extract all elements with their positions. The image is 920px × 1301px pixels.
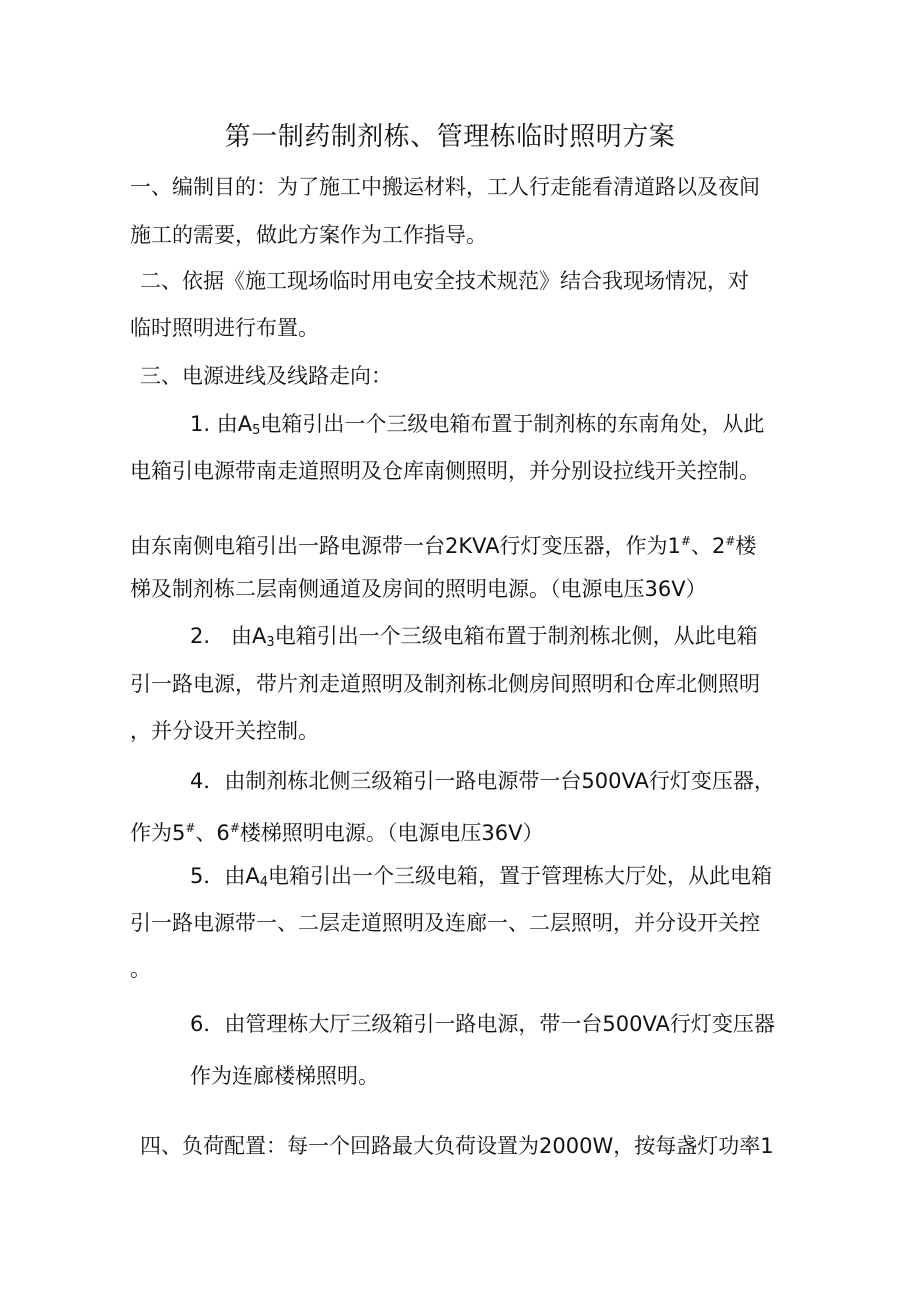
item-1b-rest: 楼 [735,534,757,558]
item-5-subscript: 4 [259,875,269,890]
item-6-line-1: 6．由管理栋大厅三级箱引一路电源，带一台500VA行灯变压器 [190,1012,775,1036]
item-4-mid: 、6 [195,821,230,845]
document-title: 第一制药制剂栋、管理栋临时照明方案 [224,122,676,152]
item-5-line-1 [190,861,772,898]
item-1b-line-2: 梯及制剂栋二层南侧通道及房间的照明电源。（电源电压36V） [130,577,707,601]
section-4-line-1: 四、负荷配置：每一个回路最大负荷设置为2000W，按每盏灯功率1 [140,1134,774,1158]
item-4-line-1: 4．由制剂栋北侧三级箱引一路电源带一台500VA行灯变压器， [190,769,775,793]
item-1-subscript: 5 [252,423,261,438]
item-2-rest: 电箱引出一个三级电箱布置于制剂栋北侧，从此电箱 [274,624,758,648]
section-1-line-2: 施工的需要，做此方案作为工作指导。 [130,223,487,247]
item-1b-superscript-2: # [725,534,736,548]
item-1-line-2: 电箱引电源带南走道照明及仓库南侧照明，并分别设拉线开关控制。 [130,459,760,483]
item-2-line-2: 引一路电源，带片剂走道照明及制剂栋北侧房间照明和仓库北侧照明 [130,672,760,696]
item-1b-prefix: 由东南侧电箱引出一路电源带一台2KVA行灯变压器，作为1 [130,534,681,558]
item-2-prefix: 2. 由A [190,624,267,648]
item-1-prefix: 1. 由A [190,412,253,436]
item-4-rest: 楼梯照明电源。（电源电压36V） [239,821,544,845]
section-1-line-1: 一、编制目的：为了施工中搬运材料，工人行走能看清道路以及夜间 [130,175,760,199]
item-1-rest: 电箱引出一个三级电箱布置于制剂栋的东南角处，从此 [260,412,765,436]
item-1b-mid: 、2 [690,534,726,558]
item-4-superscript-1: # [185,821,196,835]
item-4-superscript-2: # [229,821,240,835]
item-5-line-3: 。 [130,957,151,981]
item-4-line-2 [130,813,543,848]
item-5-prefix: 5．由A [190,864,260,888]
item-4-prefix: 作为5 [130,821,186,845]
section-2-line-1: 二、依据《施工现场临时用电安全技术规范》结合我现场情况，对 [140,269,749,293]
item-5-line-2: 引一路电源带一、二层走道照明及连廊一、二层照明，并分设开关控 [130,911,760,935]
item-1b-line-1 [130,526,756,561]
section-3-heading: 三、电源进线及线路走向： [140,364,392,388]
item-1b-superscript-1: # [680,534,691,548]
item-2-line-1 [190,621,758,658]
item-2-subscript: 3 [266,635,275,650]
item-5-rest: 电箱引出一个三级电箱，置于管理栋大厅处，从此电箱 [268,864,773,888]
section-2-line-2: 临时照明进行布置。 [130,316,319,340]
item-6-line-2: 作为连廊楼梯照明。 [190,1064,379,1088]
item-2-line-3: ，并分设开关控制。 [130,719,319,743]
item-1-line-1 [190,409,764,446]
